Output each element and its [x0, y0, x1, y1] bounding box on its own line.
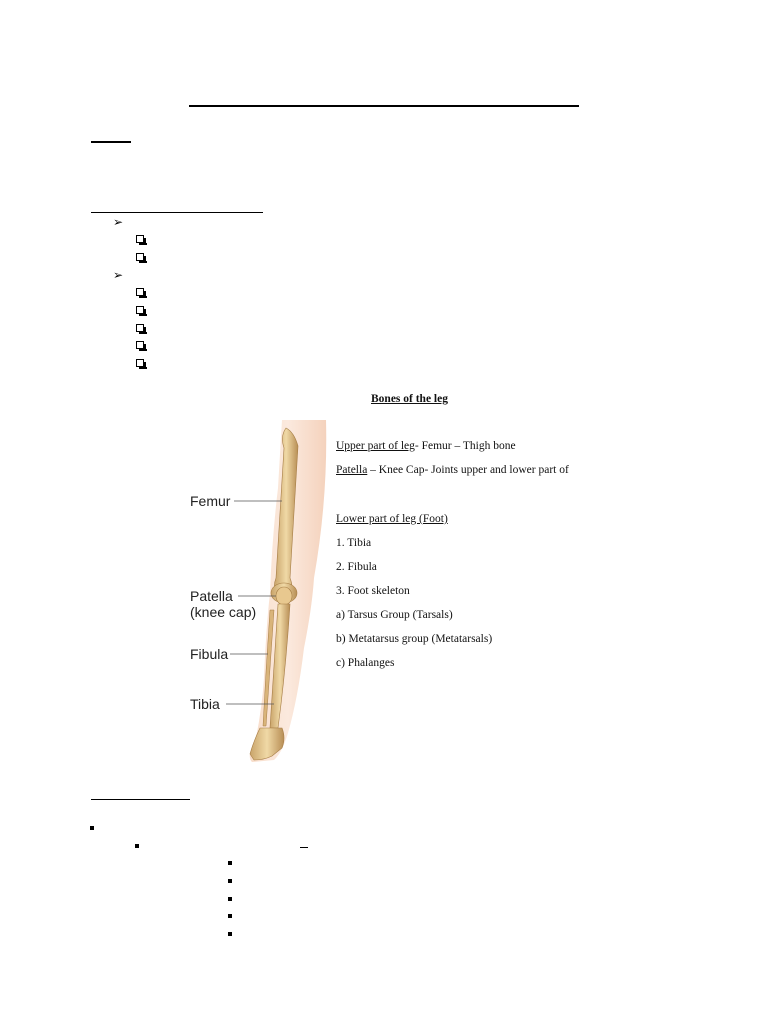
list-item: b) Metatarsus group (Metatarsals) [336, 633, 493, 645]
square-bullet-icon [228, 897, 232, 901]
upper-leg-heading: Upper part of leg [336, 440, 415, 452]
upper-leg-text: - Femur – Thigh bone [414, 440, 516, 452]
square-bullet-icon [90, 826, 94, 830]
heading-underline [91, 141, 131, 143]
checkbox-icon [136, 341, 144, 349]
square-bullet-icon [228, 861, 232, 865]
figure-title: Bones of the leg [371, 393, 448, 405]
fibula-label: Fibula [190, 646, 229, 662]
checkbox-icon [136, 288, 144, 296]
list-item: 3. Foot skeleton [336, 585, 410, 597]
square-bullet-icon [228, 914, 232, 918]
patella-line [336, 464, 569, 477]
list-item: a) Tarsus Group (Tarsals) [336, 609, 453, 621]
leg-bones-figure [186, 388, 586, 773]
tibia-label: Tibia [190, 696, 220, 712]
section-underline [91, 212, 263, 213]
checkbox-icon [136, 235, 144, 243]
patella-label: Patella [190, 588, 233, 604]
square-bullet-icon [228, 879, 232, 883]
section-underline [91, 799, 190, 800]
checkbox-icon [136, 306, 144, 314]
checkbox-icon [136, 359, 144, 367]
patella-heading: Patella [336, 464, 368, 476]
title-underline [189, 105, 579, 107]
patella-text: – Knee Cap- Joints upper and lower part of [367, 464, 569, 476]
checkbox-icon [136, 324, 144, 332]
knee-cap-label: (knee cap) [190, 604, 257, 620]
list-item: 2. Fibula [336, 561, 377, 573]
list-item: c) Phalanges [336, 657, 395, 669]
dash-mark [300, 847, 308, 848]
list-item: 1. Tibia [336, 537, 372, 549]
square-bullet-icon [135, 844, 139, 848]
upper-leg-line [336, 440, 516, 453]
square-bullet-icon [228, 932, 232, 936]
femur-label: Femur [190, 493, 231, 509]
arrow-bullet-icon: ➢ [113, 215, 124, 229]
arrow-bullet-icon: ➢ [113, 268, 124, 282]
lower-leg-heading: Lower part of leg (Foot) [336, 513, 448, 525]
checkbox-icon [136, 253, 144, 261]
